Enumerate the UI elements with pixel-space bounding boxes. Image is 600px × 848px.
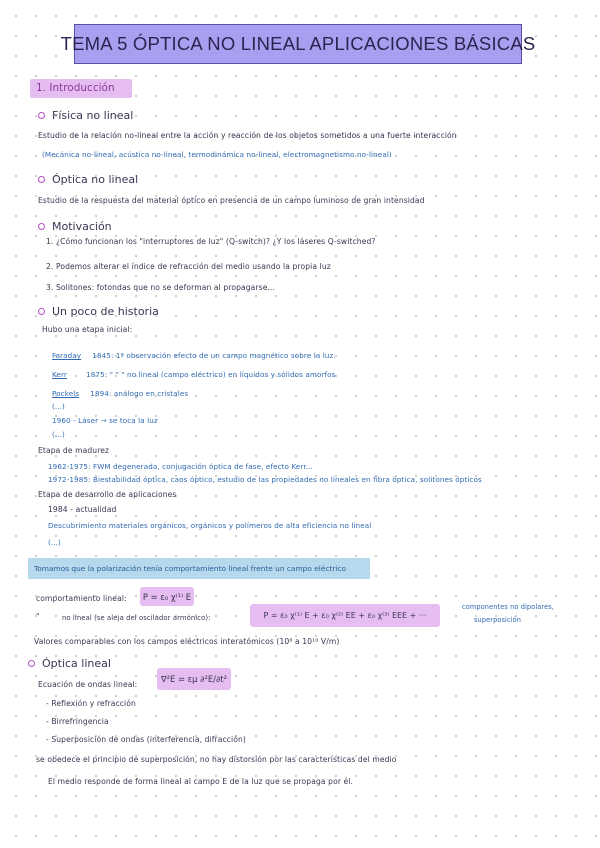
motivacion-item: 3. Solitones: fotondas que no se deforman al propagarse... [46, 283, 276, 292]
historia-heading-text: Un poco de historia [52, 305, 159, 318]
page-title: TEMA 5 ÓPTICA NO LINEAL APLICACIONES BÁSICAS [74, 24, 522, 64]
motivacion-item: 1. ¿Cómo funcionan los "interruptores de luz" (Q-switch)? ¿Y los láseres Q-switched? [46, 237, 376, 246]
nolineal-quote: " [36, 612, 40, 621]
motivacion-item: 2. Podemos alterar el índice de refracción del medio usando la propia luz [46, 262, 331, 271]
lineal-label: comportamiento lineal: [36, 594, 127, 603]
kerr-row [52, 362, 336, 381]
optica-lineal-heading [28, 657, 111, 670]
kerr-text: 1875: " " " no lineal (campo eléctrico) en líquidos y sólidos amorfos [86, 370, 336, 379]
historia-etapa1: Hubo una etapa inicial: [42, 325, 133, 334]
bullet-icon [28, 660, 35, 667]
dots: (...) [52, 430, 65, 439]
dots: (...) [52, 402, 65, 411]
kerr-name: Kerr [52, 370, 67, 379]
fisica-examples: (Mecánica no-lineal, acústica no-lineal, termodinámica no-lineal, electromagnetismo no-lineal) [42, 150, 392, 159]
nolineal-formula-box: P = ε₀ χ⁽¹⁾ E + ε₀ χ⁽²⁾ EE + ε₀ χ⁽³⁾ EEE + ··· [250, 604, 440, 627]
faraday-name: Faraday [52, 351, 82, 360]
optica-nolineal-text: Estudio de la respuesta del material óptico en presencia de un campo luminoso de gran intensidad [38, 196, 425, 205]
madurez-line: 1962-1975: FWM degenerada, conjugación óptica de fase, efecto Kerr... [48, 462, 313, 471]
desarrollo-text: Descubrimiento materiales orgánicos, orgánicos y polímeros de alta eficiencia no lineal [48, 521, 372, 530]
ondas-label: Ecuación de ondas lineal: [38, 680, 138, 689]
bullet-icon [38, 223, 45, 230]
ondas-formula-box: ∇²E = εμ ∂²E/∂t² [157, 668, 231, 690]
fisica-heading-text: Física no lineal [52, 109, 134, 122]
optica-nolineal-heading [38, 173, 138, 186]
laser-text: 1960 - Láser → se toca la luz [52, 416, 158, 425]
optica-lineal-heading-text: Óptica lineal [42, 657, 111, 670]
lineal-item: - Reflexión y refracción [46, 699, 136, 708]
pockels-name: Pockels [52, 389, 80, 398]
lineal-formula-box: P = ε₀ χ⁽¹⁾ E [140, 587, 194, 606]
lineal-item: - Birrefringencia [46, 717, 109, 726]
nolineal-side-note: componentes no dipolares, [462, 603, 554, 611]
motivacion-heading-text: Motivación [52, 220, 112, 233]
motivacion-heading [38, 220, 112, 233]
faraday-row [52, 343, 336, 362]
year-1984: 1984 - actualidad [48, 505, 117, 514]
historia-etapa3: Etapa de desarrollo de aplicaciones [38, 490, 177, 499]
fisica-text: Estudio de la relación no-lineal entre la acción y reacción de los objetos sometidos a una fuerte interacción [38, 131, 457, 140]
nolineal-label: no lineal (se aleja del oscilador armónico): [62, 614, 211, 622]
historia-etapa2: Etapa de madurez [38, 446, 110, 455]
bullet-icon [38, 112, 45, 119]
pockels-row [52, 381, 188, 400]
pockels-text: 1894: análogo en cristales [90, 389, 189, 398]
fisica-heading [38, 109, 133, 122]
bullet-icon [38, 176, 45, 183]
optica-nolineal-heading-text: Óptica no lineal [52, 173, 139, 186]
valores-text: Valores comparables con los campos eléctricos interatómicos (10⁸ a 10¹⁰ V/m) [34, 637, 340, 646]
section-heading: 1. Introducción [30, 79, 132, 98]
lineal-item: - Superposición de ondas (interferencia, difracción) [46, 735, 246, 744]
faraday-text: 1845: 1ª observación efecto de un campo magnético sobre la luz. [92, 351, 336, 360]
nolineal-side-note: superposición [474, 616, 522, 624]
medio-text: El medio responde de forma lineal al campo E de la luz que se propaga por él. [48, 777, 354, 786]
principio-text: se obedece el principio de superposición, no hay distorsión por las características del medio [36, 755, 397, 764]
polarization-note: Tomamos que la polarización tenía comportamiento lineal frente un campo eléctrico [28, 558, 370, 579]
madurez-line: 1972-1985: Biestabilidad óptica, caos óptico, estudio de las propiedades no lineales en fibra óptica, solitones ópticos [48, 475, 482, 484]
dots: (...) [48, 538, 61, 547]
historia-heading [38, 305, 159, 318]
bullet-icon [38, 308, 45, 315]
